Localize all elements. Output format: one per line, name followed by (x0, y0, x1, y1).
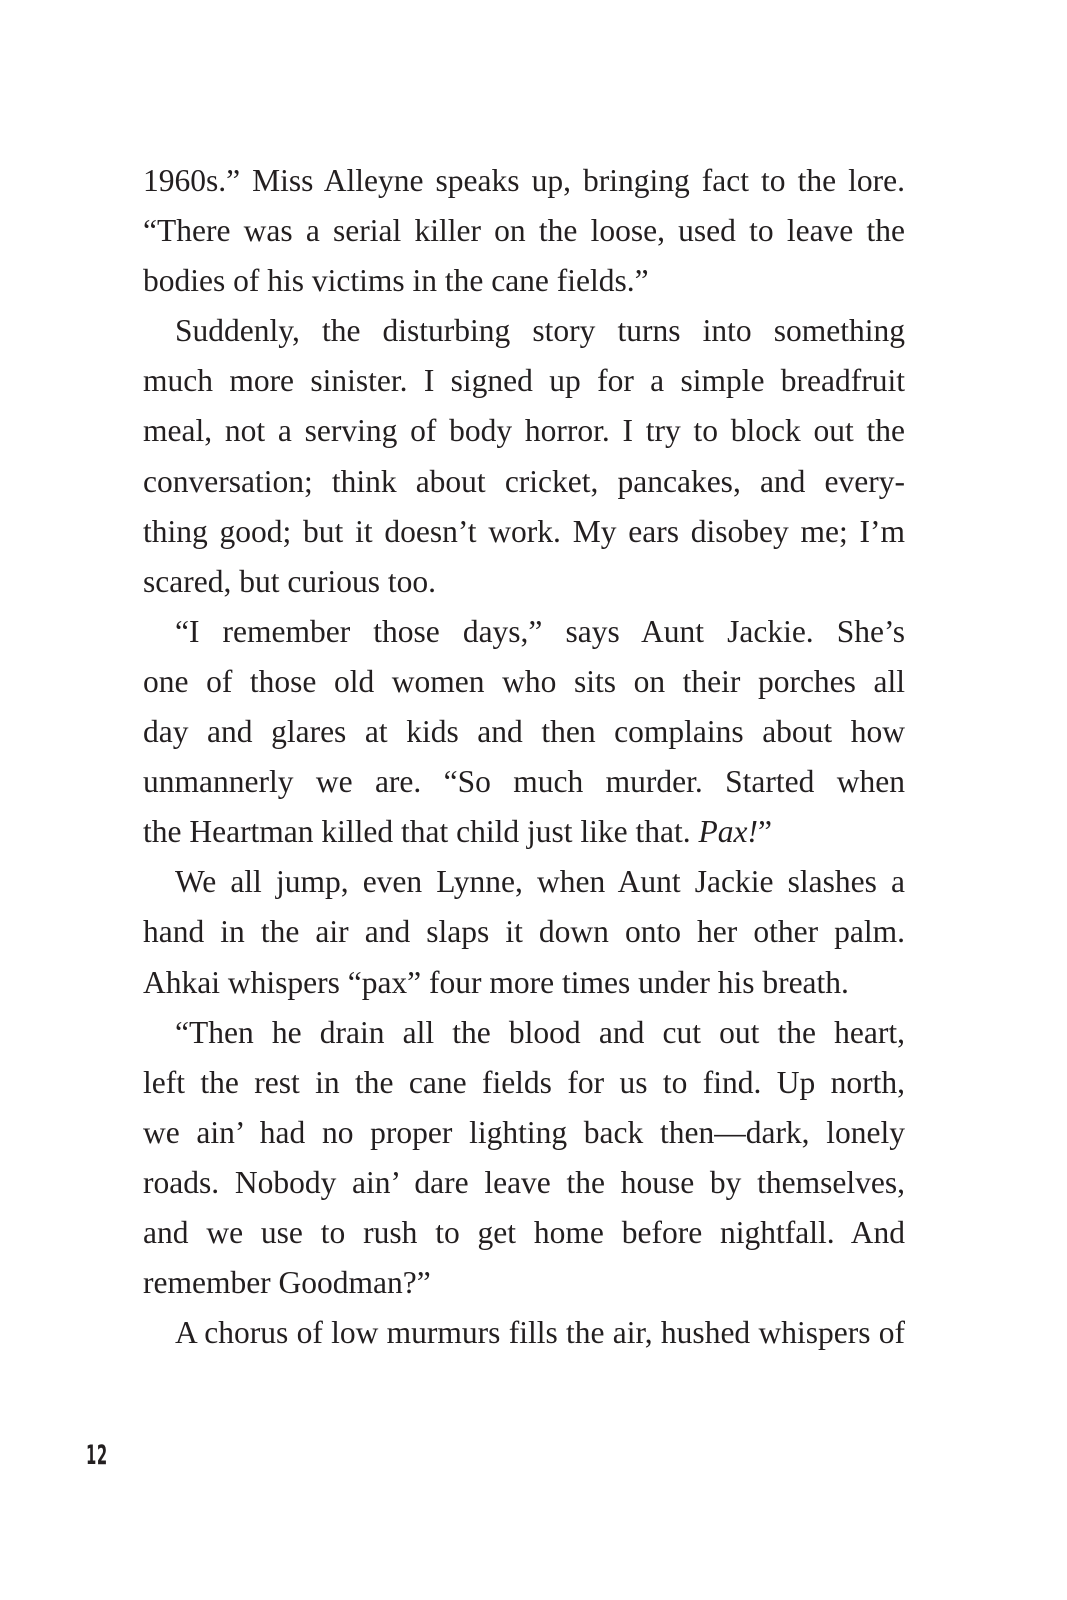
body-text (143, 156, 905, 1358)
text-line: we ain’ had no proper lighting back then—dark, lonely (143, 1114, 905, 1150)
italic-word: Pax! (698, 814, 758, 850)
page-number: 12 (86, 1440, 108, 1471)
text-line: left the rest in the cane fields for us to find. Up north, (143, 1064, 905, 1100)
text-line: scared, but curious too. (143, 563, 437, 599)
text-line: conversation; think about cricket, pancakes, and every- (143, 463, 905, 499)
text-line: A chorus of low murmurs fills the air, hushed whispers of (175, 1315, 905, 1351)
text-line: one of those old women who sits on their porches all (143, 663, 905, 699)
text-line: roads. Nobody ain’ dare leave the house by themselves, (143, 1164, 905, 1200)
text-line: and we use to rush to get home before nightfall. And (143, 1214, 905, 1250)
text-line: thing good; but it doesn’t work. My ears disobey me; I’m (143, 513, 905, 549)
text-line: “There was a serial killer on the loose, used to leave the (143, 213, 905, 249)
text-line: “Then he drain all the blood and cut out the heart, (175, 1014, 905, 1050)
text-line: much more sinister. I signed up for a simple breadfruit (143, 363, 905, 399)
text-line: the Heartman killed that child just like that. Pax!” (143, 814, 772, 850)
text-line: hand in the air and slaps it down onto her other palm. (143, 914, 905, 950)
text-line: meal, not a serving of body horror. I try to block out the (143, 413, 905, 449)
text-line: Ahkai whispers “pax” four more times under his breath. (143, 964, 849, 1000)
text-line: “I remember those days,” says Aunt Jackie. She’s (175, 613, 905, 649)
text-line: 1960s.” Miss Alleyne speaks up, bringing fact to the lore. (143, 163, 905, 198)
text-line: We all jump, even Lynne, when Aunt Jackie slashes a (175, 864, 905, 900)
text-line: bodies of his victims in the cane fields.” (143, 263, 649, 299)
text-line: remember Goodman?” (143, 1265, 431, 1301)
text-line: unmannerly we are. “So much murder. Started when (143, 764, 905, 800)
text-line: Suddenly, the disturbing story turns into something (175, 313, 905, 349)
text-line: day and glares at kids and then complains about how (143, 714, 905, 750)
